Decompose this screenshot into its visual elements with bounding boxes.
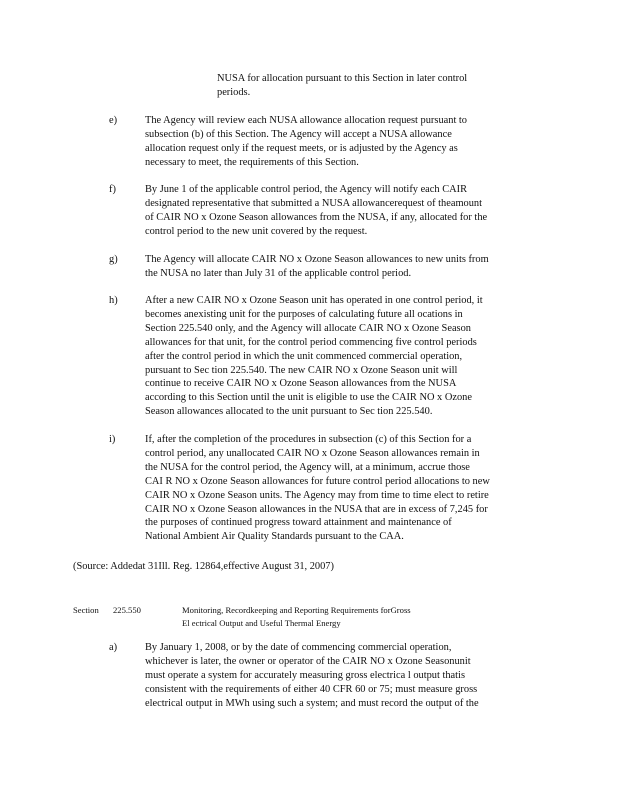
- paragraph-body: [145, 294, 507, 419]
- text-line: control period, any unallocated CAIR NO x Ozone Season allowances remain in: [145, 447, 480, 459]
- paragraph-body: [145, 433, 507, 544]
- paragraph-body: [145, 114, 507, 170]
- text-line: Season allowances allocated to the unit pursuant to Sec tion 225.540.: [145, 406, 433, 418]
- section-label: Section: [73, 605, 99, 615]
- paragraph-body: [145, 253, 507, 281]
- text-line: continue to receive CAIR NO x Ozone Season allowances from the NUSA: [145, 378, 457, 390]
- text-line: CAIR NO x Ozone Season allowances in the NUSA that are in excess of 7,245 for: [145, 503, 488, 515]
- paragraph-label: i): [109, 434, 116, 445]
- text-line: If, after the completion of the procedures in subsection (c) of this Section for a: [145, 434, 472, 445]
- text-line: after the control period in which the unit commenced commercial operation,: [145, 350, 463, 362]
- text-line: subsection (b) of this Section. The Agency will accept a NUSA allowance: [145, 128, 452, 140]
- text-line: periods.: [217, 86, 251, 98]
- text-line: allocation request only if the request meets, or is adjusted by the Agency as: [145, 142, 458, 154]
- paragraph-label: h): [109, 295, 118, 306]
- text-line: becomes anexisting unit for the purposes of calculating future all ocations in: [145, 308, 463, 320]
- text-line: whichever is later, the owner or operator of the CAIR NO x Ozone Seasonunit: [145, 655, 471, 667]
- paragraph-label: g): [109, 254, 118, 265]
- text-line: designated representative that submitted a NUSA allowancerequest of theamount: [145, 197, 483, 209]
- section-number: 225.550: [113, 605, 141, 615]
- paragraph-label: f): [109, 184, 116, 195]
- text-line: allowances for that unit, for the control period commencing five control periods: [145, 336, 477, 348]
- section-title-line: Monitoring, Recordkeeping and Reporting Requirements forGross: [182, 605, 411, 615]
- text-line: Section 225.540 only, and the Agency will allocate CAIR NO x Ozone Season: [145, 322, 471, 334]
- section-title-line: El ectrical Output and Useful Thermal Energy: [182, 618, 341, 628]
- text-line: the NUSA no later than July 31 of the applicable control period.: [145, 267, 412, 279]
- paragraph-body: [145, 183, 507, 239]
- paragraph-body: [145, 641, 507, 711]
- text-line: must operate a system for accurately measuring gross electrica l output thatis: [145, 669, 465, 681]
- text-line: CAI R NO x Ozone Season allowances for future control period allocations to new: [145, 475, 490, 487]
- text-line: NUSA for allocation pursuant to this Section in later control: [217, 73, 468, 84]
- text-line: control period to the new unit covered by the request.: [145, 225, 368, 237]
- paragraph-label: a): [109, 642, 118, 653]
- text-line: The Agency will allocate CAIR NO x Ozone Season allowances to new units from: [145, 254, 489, 265]
- text-line: consistent with the requirements of either 40 CFR 60 or 75; must measure gross: [145, 683, 478, 695]
- text-line: By June 1 of the applicable control period, the Agency will notify each CAIR: [145, 184, 468, 195]
- text-line: according to this Section until the unit is eligible to use the CAIR NO x Ozone: [145, 392, 472, 404]
- text-line: the purposes of continued progress toward attainment and maintenance of: [145, 517, 452, 529]
- text-line: By January 1, 2008, or by the date of commencing commercial operation,: [145, 642, 452, 653]
- text-line: CAIR NO x Ozone Season units. The Agency may from time to time elect to retire: [145, 489, 489, 501]
- text-line: The Agency will review each NUSA allowance allocation request pursuant to: [145, 115, 468, 126]
- section-title: [182, 604, 512, 630]
- text-line: pursuant to Sec tion 225.540. The new CAIR NO x Ozone Season unit will: [145, 364, 458, 376]
- text-line: National Ambient Air Quality Standards pursuant to the CAA.: [145, 531, 404, 543]
- text-line: necessary to meet, the requirements of this Section.: [145, 156, 359, 168]
- paragraph-label: e): [109, 115, 118, 126]
- text-line: the NUSA for the control period, the Agency will, at a minimum, accrue those: [145, 461, 470, 473]
- source-note: (Source: Addedat 31Ill. Reg. 12864,effective August 31, 2007): [73, 561, 334, 572]
- text-line: electrical output in MWh using such a system; and must record the output of the: [145, 697, 479, 709]
- text-line: of CAIR NO x Ozone Season allowances from the NUSA, if any, allocated for the: [145, 211, 488, 223]
- text-line: After a new CAIR NO x Ozone Season unit has operated in one control period, it: [145, 295, 483, 306]
- continuation-text: [217, 72, 517, 100]
